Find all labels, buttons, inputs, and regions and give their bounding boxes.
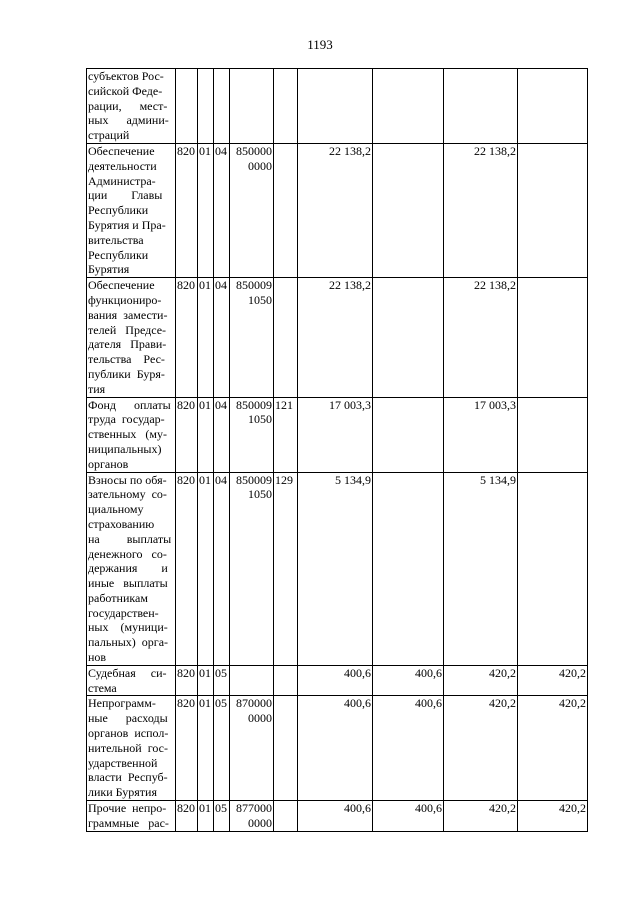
cell-rz: 01 [198, 665, 214, 696]
cell-name-line: Взносы по обя- [88, 472, 167, 487]
cell-value-3: 420,2 [444, 801, 518, 832]
cell-vr [274, 69, 298, 144]
cell-name-line: рации, мест- [88, 98, 168, 113]
cell-csr: 850000 0000 [230, 143, 274, 277]
cell-name-line: работникам [88, 590, 148, 605]
table-row [87, 397, 588, 472]
cell-name-line: Прочие непро- [88, 801, 167, 816]
cell-name-line: функциониро- [88, 292, 162, 307]
cell-value-1: 5 134,9 [298, 472, 373, 665]
cell-csr: 850009 1050 [230, 278, 274, 397]
cell-gr: 820 [176, 397, 198, 472]
cell-value-1: 400,6 [298, 665, 373, 696]
cell-csr [230, 69, 274, 144]
cell-rz: 01 [198, 143, 214, 277]
cell-name-line: на выплаты [88, 531, 172, 546]
cell-rz: 01 [198, 397, 214, 472]
cell-name-line: циальному [88, 502, 144, 517]
cell-name-line: власти Респуб- [88, 770, 168, 785]
cell-value-1: 17 003,3 [298, 397, 373, 472]
cell-name-line: труда государ- [88, 412, 165, 427]
cell-name-line: держания и [88, 561, 168, 576]
cell-gr: 820 [176, 801, 198, 832]
cell-name-line: иные выплаты [88, 576, 168, 591]
cell-csr [230, 665, 274, 696]
cell-value-4: 420,2 [518, 696, 588, 801]
cell-value-1: 400,6 [298, 801, 373, 832]
cell-rz: 01 [198, 801, 214, 832]
cell-name [87, 801, 176, 832]
cell-value-4 [518, 472, 588, 665]
cell-name-line: деятельности [88, 158, 157, 173]
cell-value-2 [373, 397, 444, 472]
table-row [87, 143, 588, 277]
cell-value-3: 420,2 [444, 696, 518, 801]
cell-value-2: 400,6 [373, 696, 444, 801]
cell-name-line: страхованию [88, 516, 155, 531]
cell-name-line: Фонд оплаты [88, 397, 171, 412]
cell-name [87, 278, 176, 397]
cell-pr: 04 [214, 397, 230, 472]
cell-name-line: ных (муници- [88, 620, 168, 635]
cell-gr: 820 [176, 472, 198, 665]
cell-name-line: Судебная си- [88, 665, 167, 680]
cell-pr [214, 69, 230, 144]
table-row [87, 69, 588, 144]
cell-pr: 05 [214, 665, 230, 696]
cell-csr: 877000 0000 [230, 801, 274, 832]
cell-gr [176, 69, 198, 144]
cell-pr: 04 [214, 143, 230, 277]
cell-vr [274, 665, 298, 696]
cell-name-line: Обеспечение [88, 278, 155, 293]
cell-name [87, 143, 176, 277]
cell-value-3: 17 003,3 [444, 397, 518, 472]
cell-name-line: органов [88, 456, 129, 471]
cell-vr [274, 143, 298, 277]
cell-value-4 [518, 143, 588, 277]
cell-value-2 [373, 69, 444, 144]
cell-name-line: Непрограмм- [88, 696, 156, 711]
cell-name-line: телей Предсе- [88, 322, 167, 337]
table-row [87, 696, 588, 801]
cell-value-2: 400,6 [373, 801, 444, 832]
cell-value-1: 400,6 [298, 696, 373, 801]
cell-value-4 [518, 397, 588, 472]
cell-pr: 05 [214, 696, 230, 801]
cell-name-line: ные расходы [88, 711, 168, 726]
cell-value-4: 420,2 [518, 801, 588, 832]
cell-name-line: Республики [88, 247, 149, 262]
cell-name-line: органов испол- [88, 726, 169, 741]
table-row [87, 472, 588, 665]
cell-name-line: государствен- [88, 605, 159, 620]
cell-vr [274, 801, 298, 832]
cell-value-3 [444, 69, 518, 144]
cell-value-3: 22 138,2 [444, 143, 518, 277]
cell-name-line: нов [88, 650, 107, 665]
cell-name [87, 472, 176, 665]
cell-value-4 [518, 69, 588, 144]
table-row [87, 665, 588, 696]
cell-name-line: ных админи- [88, 113, 169, 128]
cell-value-1: 22 138,2 [298, 278, 373, 397]
cell-value-2 [373, 278, 444, 397]
cell-name-line: публики Буря- [88, 366, 165, 381]
cell-name-line: граммные рас- [88, 815, 169, 830]
cell-value-4 [518, 278, 588, 397]
cell-value-3: 5 134,9 [444, 472, 518, 665]
cell-name-line: Республики [88, 203, 149, 218]
table-row [87, 801, 588, 832]
cell-name-line: пальных) орга- [88, 635, 169, 650]
cell-vr: 129 [274, 472, 298, 665]
cell-name-line: субъектов Рос- [88, 69, 164, 83]
cell-name-line: стема [88, 680, 117, 695]
cell-name-line: зательному со- [88, 487, 167, 502]
cell-name-line: Бурятия и Пра- [88, 217, 166, 232]
cell-value-1: 22 138,2 [298, 143, 373, 277]
cell-name-line: ственных (му- [88, 427, 167, 442]
cell-csr: 870000 0000 [230, 696, 274, 801]
cell-name-line: ниципальных) [88, 441, 162, 456]
cell-name-line: Администра- [88, 173, 156, 188]
cell-rz: 01 [198, 472, 214, 665]
cell-name-line: вания замести- [88, 307, 168, 322]
cell-name [87, 665, 176, 696]
cell-gr: 820 [176, 143, 198, 277]
cell-pr: 05 [214, 801, 230, 832]
page-number: 1193 [307, 37, 333, 52]
cell-name-line: лики Бурятия [88, 785, 157, 800]
cell-gr: 820 [176, 665, 198, 696]
cell-csr: 850009 1050 [230, 472, 274, 665]
cell-gr: 820 [176, 278, 198, 397]
cell-vr: 121 [274, 397, 298, 472]
cell-rz: 01 [198, 696, 214, 801]
cell-name [87, 69, 176, 144]
cell-name-line: Бурятия [88, 262, 130, 277]
budget-table [86, 68, 588, 832]
cell-name-line: страций [88, 128, 130, 143]
cell-name-line: нительной гос- [88, 740, 168, 755]
cell-name-line: сийской Феде- [88, 83, 163, 98]
cell-rz: 01 [198, 278, 214, 397]
cell-pr: 04 [214, 472, 230, 665]
cell-value-2 [373, 472, 444, 665]
cell-name-line: тельства Рес- [88, 352, 165, 367]
cell-name-line: ции Главы [88, 188, 163, 203]
cell-rz [198, 69, 214, 144]
cell-value-2: 400,6 [373, 665, 444, 696]
cell-name-line: тия [88, 381, 106, 396]
cell-vr [274, 696, 298, 801]
cell-name-line: ударственной [88, 755, 158, 770]
cell-value-1 [298, 69, 373, 144]
cell-pr: 04 [214, 278, 230, 397]
cell-name [87, 696, 176, 801]
cell-value-2 [373, 143, 444, 277]
cell-value-3: 22 138,2 [444, 278, 518, 397]
cell-csr: 850009 1050 [230, 397, 274, 472]
cell-gr: 820 [176, 696, 198, 801]
cell-vr [274, 278, 298, 397]
cell-name-line: дателя Прави- [88, 337, 167, 352]
cell-name-line: денежного со- [88, 546, 167, 561]
cell-name [87, 397, 176, 472]
table-row [87, 278, 588, 397]
cell-name-line: Обеспечение [88, 143, 155, 158]
cell-value-4: 420,2 [518, 665, 588, 696]
cell-value-3: 420,2 [444, 665, 518, 696]
cell-name-line: вительства [88, 232, 144, 247]
